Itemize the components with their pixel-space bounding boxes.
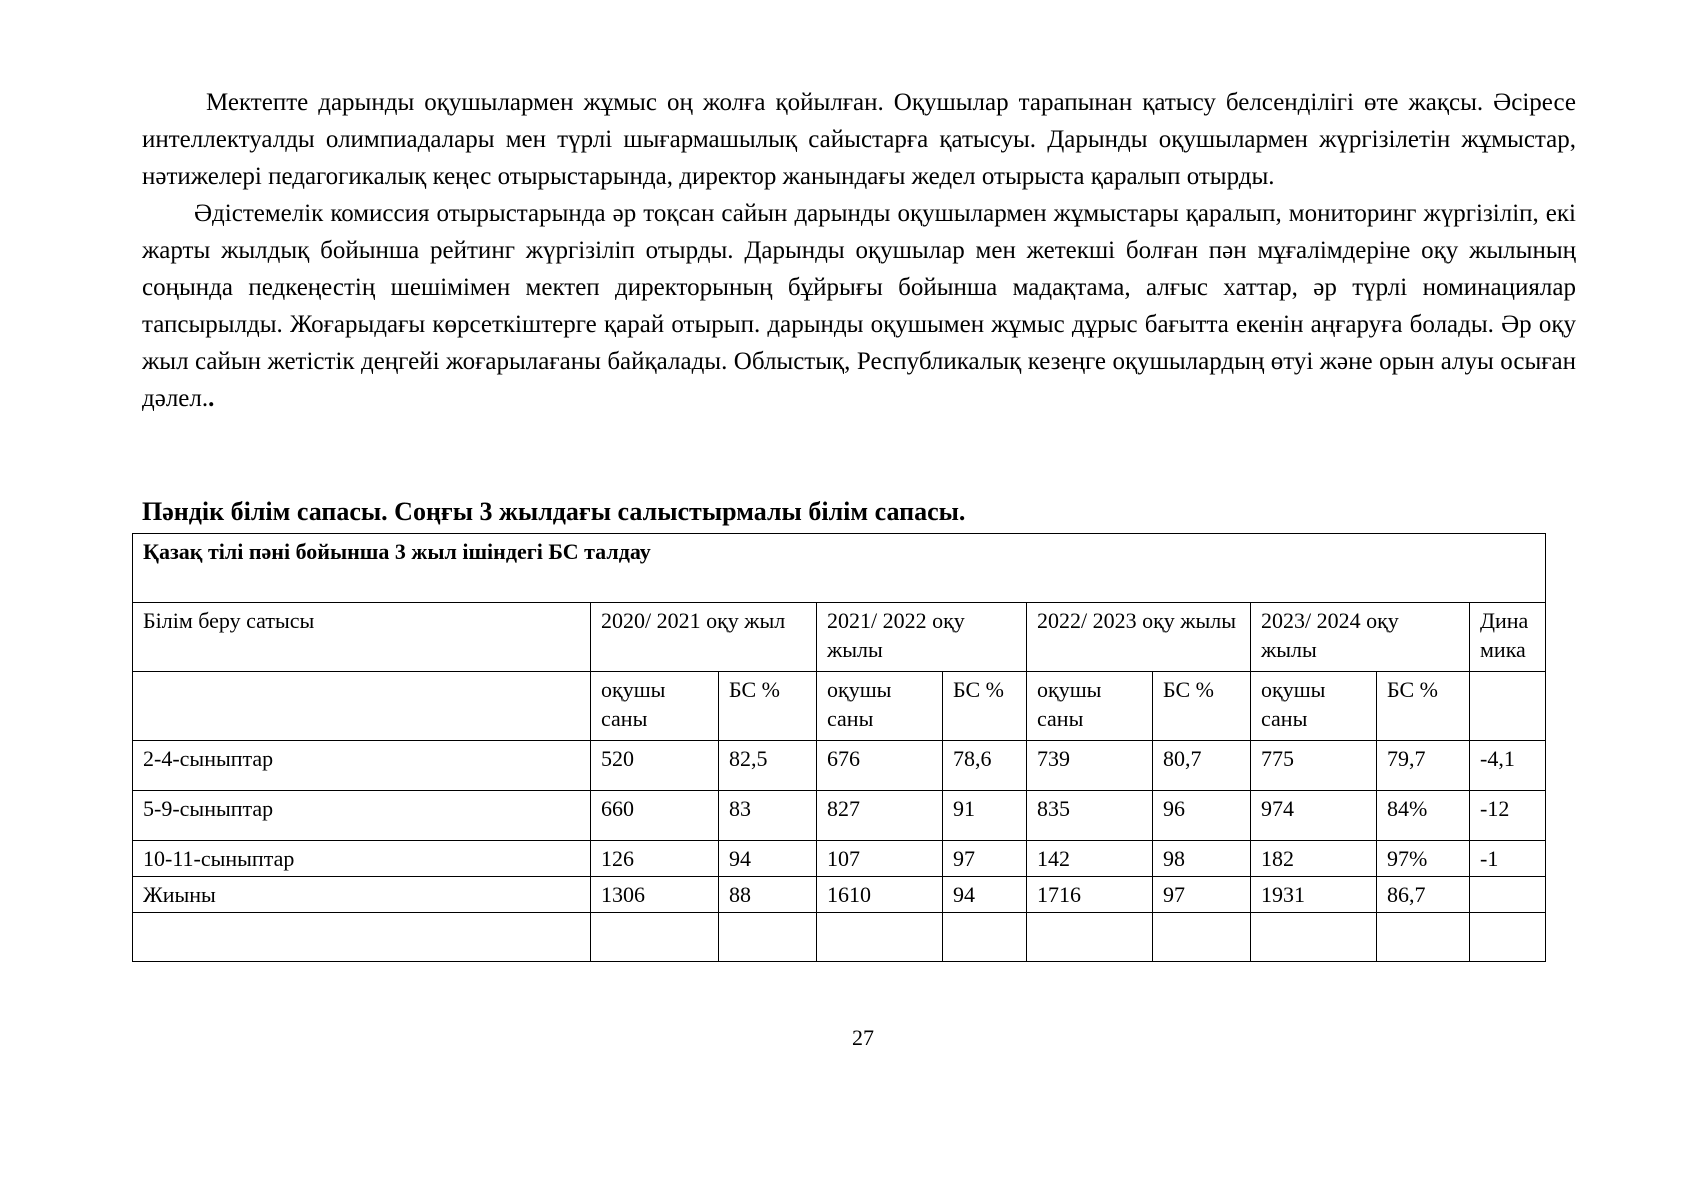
stage-cell: Жиыны [133,877,591,913]
quality-table [132,533,1546,962]
table-subheader-row [133,672,1546,741]
value-cell: 835 [1027,791,1153,841]
section-title: Пәндік білім сапасы. Соңғы 3 жылдағы салыстырмалы білім сапасы. [142,497,966,526]
value-cell: 660 [591,791,719,841]
value-cell: 96 [1153,791,1251,841]
year-header: 2023/ 2024 оқу жылы [1251,603,1470,672]
empty-cell [943,913,1027,962]
table-row-empty [133,913,1546,962]
year-header: 2022/ 2023 оқу жылы [1027,603,1251,672]
value-cell: 88 [719,877,817,913]
dynamics-header: Дина мика [1470,603,1546,672]
empty-cell [1470,913,1546,962]
table-title: Қазақ тілі пәні бойынша 3 жыл ішіндегі БС талдау [133,534,1546,603]
body-text [142,84,1576,417]
value-cell: 78,6 [943,741,1027,791]
value-cell: 1931 [1251,877,1377,913]
value-cell: 142 [1027,841,1153,877]
students-subheader: оқушы саны [1251,672,1377,741]
dynamics-cell: -12 [1470,791,1546,841]
value-cell: 94 [943,877,1027,913]
empty-cell [133,913,591,962]
empty-cell [1470,672,1546,741]
value-cell: 91 [943,791,1027,841]
paragraph-2-end-mark: . [208,385,215,412]
page-number: 27 [852,1025,874,1050]
value-cell: 1610 [817,877,943,913]
stage-header: Білім беру сатысы [133,603,591,672]
value-cell: 97% [1377,841,1470,877]
students-subheader: оқушы саны [817,672,943,741]
value-cell: 739 [1027,741,1153,791]
stage-cell: 10-11-сыныптар [133,841,591,877]
paragraph-2 [142,195,1576,417]
paragraph-2-text: Әдістемелік комиссия отырыстарында әр тоқсан сайын дарынды оқушылармен жұмыстары қаралып, мониторинг жүргізіліп, екі жарты жылдық бойынша рейтинг жүргізіліп отырды. Дарынды оқушылар мен жетекші болған пән мұғалімдеріне оқу жылының соңында педкеңестің шешімімен мектеп директорының бұйрығы бойынша мадақтама, алғыс хаттар, әр түрлі номинациялар тапсырылды. Жоғарыдағы көрсеткіштерге қарай отырып. дарынды оқушымен жұмыс дұрыс бағытта екенін аңғаруға болады. Әр оқу жыл сайын жетістік деңгейі жоғарылағаны байқалады. Облыстық, Республикалық кезеңге оқушылардың өтуі және орын алуы осыған дәлел. [142,200,1576,412]
value-cell: 83 [719,791,817,841]
value-cell: 84% [1377,791,1470,841]
stage-cell: 5-9-сыныптар [133,791,591,841]
year-header: 2020/ 2021 оқу жыл [591,603,817,672]
value-cell: 107 [817,841,943,877]
quality-subheader: БС % [943,672,1027,741]
empty-cell [817,913,943,962]
value-cell: 97 [943,841,1027,877]
value-cell: 94 [719,841,817,877]
empty-cell [1153,913,1251,962]
value-cell: 82,5 [719,741,817,791]
value-cell: 1716 [1027,877,1153,913]
empty-cell [1027,913,1153,962]
value-cell: 97 [1153,877,1251,913]
quality-subheader: БС % [1153,672,1251,741]
table-row [133,877,1546,913]
empty-cell [133,672,591,741]
table-header-row [133,603,1546,672]
value-cell: 98 [1153,841,1251,877]
paragraph-1: Мектепте дарынды оқушылармен жұмыс оң жолға қойылған. Оқушылар тарапынан қатысу белсенділігі өте жақсы. Әсіресе интеллектуалды олимпиадалары мен түрлі шығармашылық сайыстарға қатысуы. Дарынды оқушылармен жүргізілетін жұмыстар, нәтижелері педагогикалық кеңес отырыстарында, директор жанындағы жедел отырыста қаралып отырды. [142,89,1576,190]
empty-cell [1377,913,1470,962]
empty-cell [719,913,817,962]
empty-cell [1251,913,1377,962]
value-cell: 79,7 [1377,741,1470,791]
table-row [133,741,1546,791]
table-title-row [133,534,1546,603]
dynamics-cell: -4,1 [1470,741,1546,791]
students-subheader: оқушы саны [591,672,719,741]
year-header: 2021/ 2022 оқу жылы [817,603,1027,672]
students-subheader: оқушы саны [1027,672,1153,741]
value-cell: 676 [817,741,943,791]
table-row [133,791,1546,841]
value-cell: 827 [817,791,943,841]
stage-cell: 2-4-сыныптар [133,741,591,791]
value-cell: 182 [1251,841,1377,877]
value-cell: 520 [591,741,719,791]
value-cell: 126 [591,841,719,877]
dynamics-cell [1470,877,1546,913]
value-cell: 775 [1251,741,1377,791]
quality-subheader: БС % [1377,672,1470,741]
quality-subheader: БС % [719,672,817,741]
empty-cell [591,913,719,962]
dynamics-cell: -1 [1470,841,1546,877]
value-cell: 1306 [591,877,719,913]
value-cell: 86,7 [1377,877,1470,913]
table-row [133,841,1546,877]
value-cell: 974 [1251,791,1377,841]
value-cell: 80,7 [1153,741,1251,791]
